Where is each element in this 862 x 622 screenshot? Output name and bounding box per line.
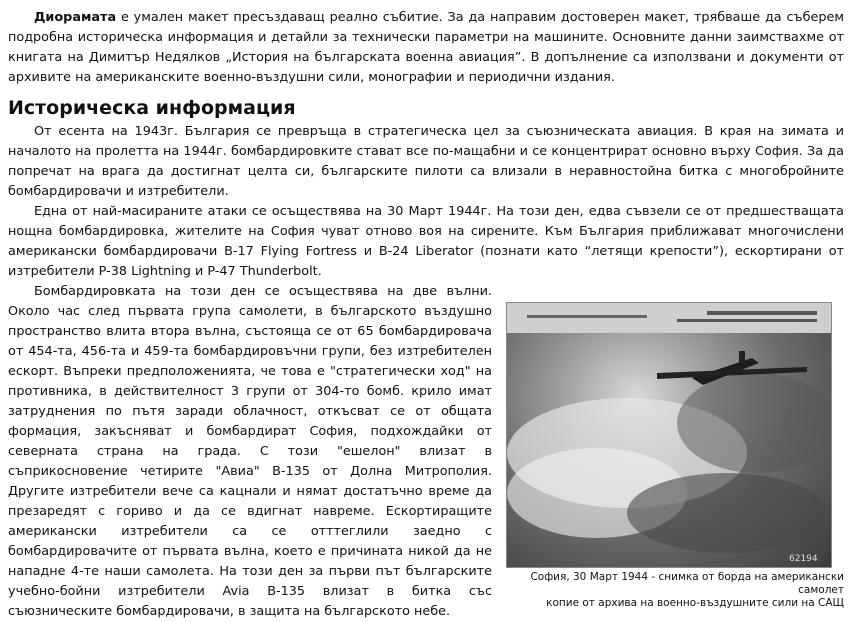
svg-text:62194: 62194	[789, 554, 818, 564]
article	[8, 8, 844, 622]
photo-figure	[504, 284, 844, 610]
caption-line-1: София, 30 Март 1944 - снимка от борда на американски самолет	[530, 571, 844, 596]
aerial-photo	[506, 302, 832, 568]
paragraph-1: От есента на 1943г. България се превръща в стратегическа цел за съюзническата авиация. В края на зимата и началото на пролетта на 1944г. бомбардировките стават все по-мащабни и се концентрират основно върху София. За да попречат на врага да достигнат целта си, българските пилоти са влизали в неравностойна битка с многобройните бомбардировачи и изтребители.	[8, 124, 844, 199]
intro-text: е умален макет пресъздаващ реално събитие. За да направим достоверен макет, трябваше да съберем подробна историческа информация и детайли за технически параметри на машините. Основните данни заимствахме от книгата на Димитър Недялков „История на българската военна авиация”. В допълнение са използвани и документи от архивите на американските военно-въздушни сили, монографии и периодични издания.	[8, 10, 844, 85]
intro-paragraph	[8, 8, 844, 88]
intro-bold-word: Диорамата	[34, 10, 117, 25]
bomber-photo-illustration	[507, 303, 831, 567]
paragraph-2: Една от най-масираните атаки се осъществява на 30 Март 1944г. На този ден, едва съвзели се от предшестващата нощна бомбардировка, жителите на София чуват отново воя на сирените. Към България приближават многочислени американски бомбардировачи B-17 Flying Fortress и B-24 Liberator (познати като “летящи крепости”), ескортирани от изтребители P-38 Lightning и P-47 Thunderbolt.	[8, 204, 844, 279]
section-heading: Историческа информация	[8, 97, 296, 119]
photo-caption	[504, 571, 844, 610]
caption-line-2: копие от архива на военно-въздушните сили на САЩ	[546, 597, 844, 609]
paragraph-3: Бомбардировката на този ден се осъществява на две вълни. Около час след първата група самолети, в българското въздушно пространство влита втора вълна, състояща се от 65 бомбардировача от 454-та, 456-та и 459-та бомбардировъчни групи, без изтребителен ескорт. Въпреки предположенията, че това е "стратегически ход" на противника, в действителност 3 групи от 304-то бомб. крило имат затруднения по пътя заради облачност, откъсват се от общата формация, закъсняват и бомбардират София, подхождайки от северната страна на града. С този "ешелон" влизат в съприкосновение четирите "Авиа" B-135 от Долна Митрополия. Другите изтребители вече са кацнали и нямат достатъчно време да презаредят с гориво и да се вдигнат навреме. Ескортиращите американски изтребители са се отттеглили заедно с бомбардировачите от първата вълна, което е причината никой да не нападне 4-те наши самолета. На този ден за първи път българските учебно-бойни изтребители Avia B-135 влизат в битка със съюзническите бомбардировачи, в защита на българското небе.	[8, 284, 492, 619]
